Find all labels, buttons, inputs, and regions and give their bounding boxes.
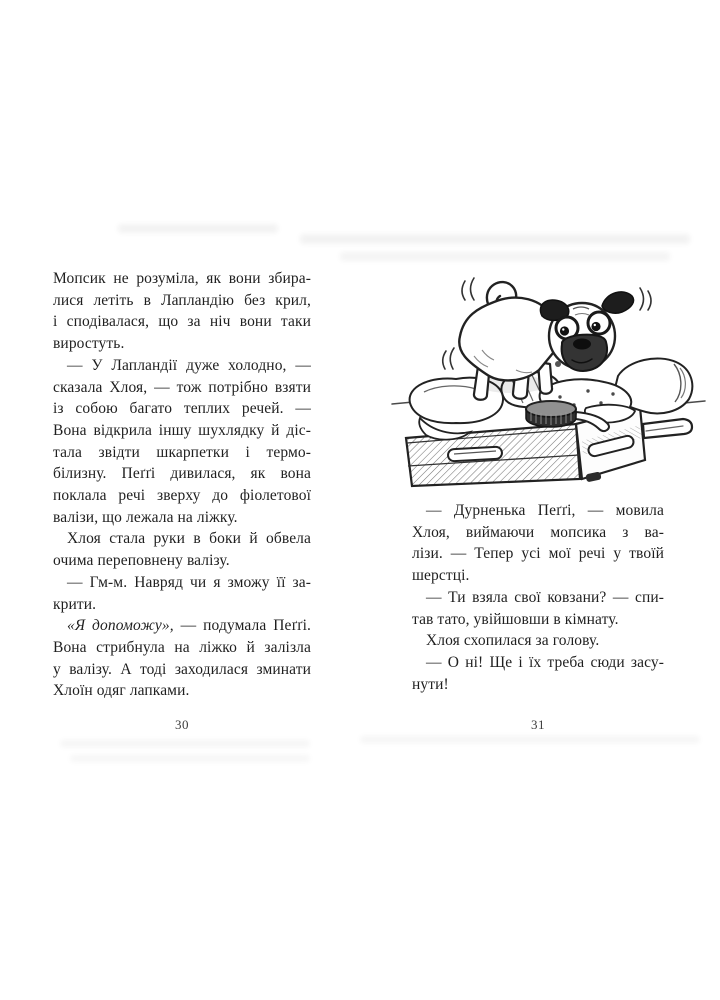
text-line: — Дурненька Пеґґі, — мовила [426, 502, 664, 519]
text-line: тала звідти шкарпетки і термо- [53, 443, 311, 461]
bleed-through-ghost [360, 736, 700, 743]
text-line: поклала речі зверху до фіолетової [53, 487, 311, 505]
text-line: Хлоя, виймаючи мопсика з ва- [412, 523, 664, 541]
left-page-number: 30 [175, 717, 189, 732]
text-line: крити. [53, 595, 97, 613]
text-line: очима переповнену валізу. [53, 552, 230, 570]
text-line: виростуть. [53, 335, 125, 353]
bleed-through-ghost [118, 224, 278, 233]
text-line: у валізу. А тоді заходилася зминати [53, 660, 311, 678]
text-segment: — подумала Пеґґі. [173, 617, 311, 635]
text-line: Вона стрибнула на ліжко й залізла [53, 638, 311, 656]
text-line: Хлоя стала руки в боки й обвела [67, 530, 311, 548]
text-line: — Гм-м. Навряд чи я зможу її за- [67, 573, 311, 591]
illustration-pug-on-suitcase [390, 252, 706, 498]
text-line: — О ні! Ще і їх треба сюди засу- [426, 653, 664, 671]
text-line: тав тато, увійшовши в кімнату. [412, 610, 619, 628]
text-line: лізи. — Тепер усі мої речі у твоїй [412, 545, 664, 563]
text-line: Хлоя схопилася за голову. [426, 632, 600, 650]
bleed-through-ghost [70, 755, 310, 762]
text-line: Хлоїн одяг лапками. [53, 682, 190, 700]
text-line: білизну. Пеґґі дивилася, як вона [53, 465, 311, 483]
bleed-through-ghost [300, 234, 690, 244]
pug-collar-tag [555, 361, 561, 367]
text-line: валізи, що лежала на ліжку. [53, 508, 238, 526]
text-line: нути! [412, 675, 449, 693]
text-line: Вона відкрила іншу шухлядку й діс- [53, 421, 311, 439]
right-page-text [412, 500, 664, 695]
right-page-number: 31 [531, 717, 545, 732]
text-line: Мопсик не розуміла, як вони збира- [53, 270, 311, 287]
text-line: і сподівалася, що за ніч вони таки [53, 313, 311, 331]
italic-text-segment: «Я допоможу», [67, 617, 174, 635]
left-page-text [53, 268, 311, 702]
text-line: — У Лапландії дуже холодно, — [67, 356, 311, 374]
bleed-through-ghost [60, 740, 310, 747]
text-line: із собою багато теплих речей. — [53, 400, 311, 418]
text-line: — Ти взяла свої ковзани? — спи- [426, 588, 664, 606]
pug-muzzle [562, 335, 607, 371]
trolley-handle [643, 419, 692, 438]
text-line [53, 615, 311, 637]
pug-ear-right [602, 292, 634, 313]
text-line: лися летіть в Лапландію без крил, [53, 291, 311, 309]
text-line: шерстці. [412, 567, 470, 585]
suitcase-front-handle [448, 447, 503, 462]
text-line: сказала Хлоя, — тож потрібно взяти [53, 378, 311, 396]
